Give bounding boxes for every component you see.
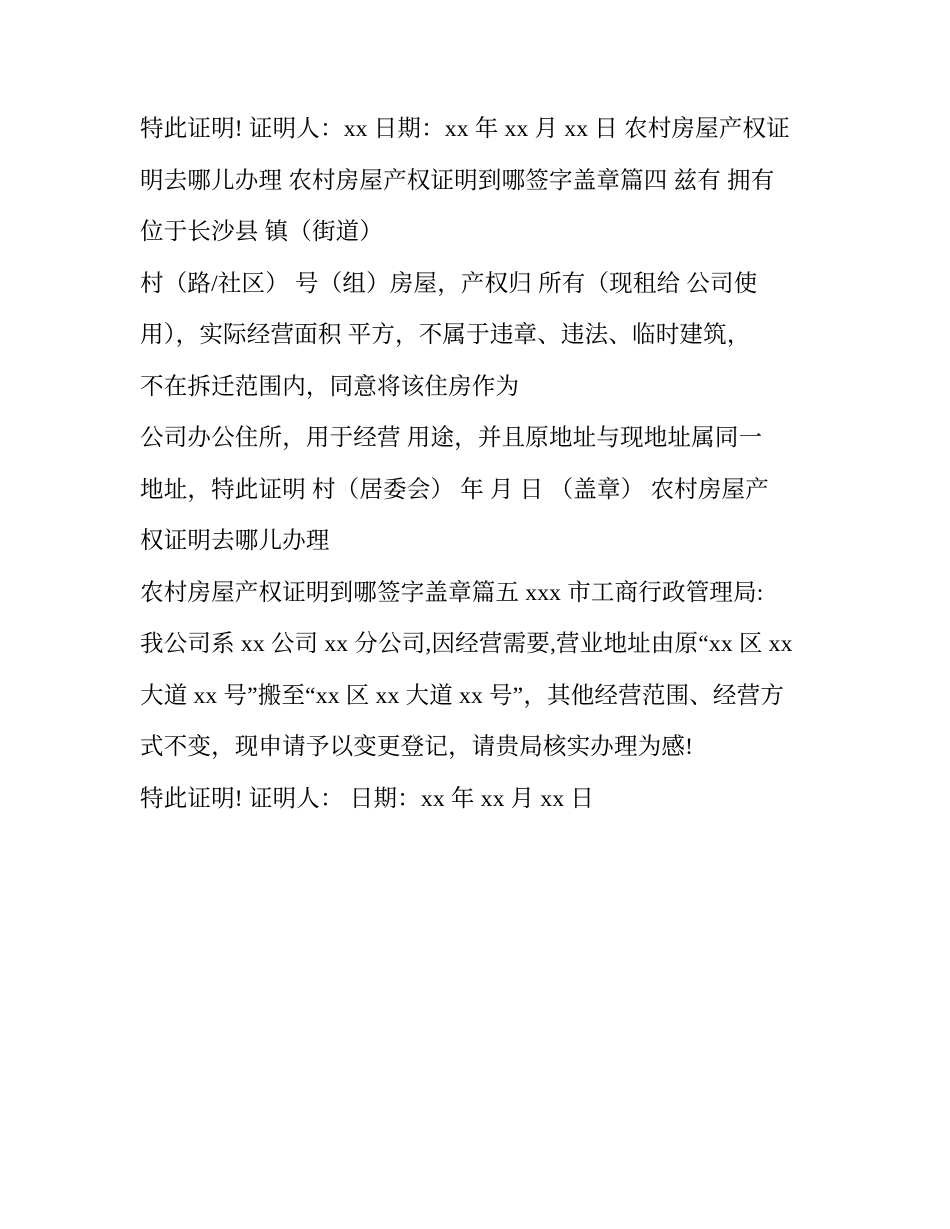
text-line: 不在拆迁范围内，同意将该住房作为: [140, 373, 520, 400]
text-line: 地址，特此证明 村（居委会） 年 月 日 （盖章） 农村房屋产: [140, 476, 769, 503]
text-line: 特此证明! 证明人： 日期：xx 年 xx 月 xx 日: [140, 785, 595, 812]
text-line: 权证明去哪儿办理: [140, 528, 330, 554]
text-line: 式不变，现申请予以变更登记，请贵局核实办理为感!: [140, 734, 694, 760]
text-line: 用），实际经营面积 平方，不属于违章、违法、临时建筑，: [140, 322, 751, 348]
text-line: 我公司系 xx 公司 xx 分公司,因经营需要,营业地址由原“xx 区 xx: [140, 631, 793, 657]
document-body: [140, 104, 820, 825]
text-line: 特此证明! 证明人：xx 日期：xx 年 xx 月 xx 日 农村房屋产权证: [140, 116, 790, 142]
text-line: 位于长沙县 镇（街道）: [140, 219, 384, 245]
text-line: 农村房屋产权证明到哪签字盖章篇五 xxx 市工商行政管理局:: [140, 579, 764, 606]
text-line: 公司办公住所，用于经营 用途，并且原地址与现地址属同一: [140, 425, 763, 451]
text-line: 村（路/社区） 号（组）房屋，产权归 所有（现租给 公司使: [140, 270, 758, 297]
text-line: 大道 xx 号”搬至“xx 区 xx 大道 xx 号”，其他经营范围、经营方: [140, 682, 785, 709]
text-line: 明去哪儿办理 农村房屋产权证明到哪签字盖章篇四 兹有 拥有: [140, 167, 775, 194]
